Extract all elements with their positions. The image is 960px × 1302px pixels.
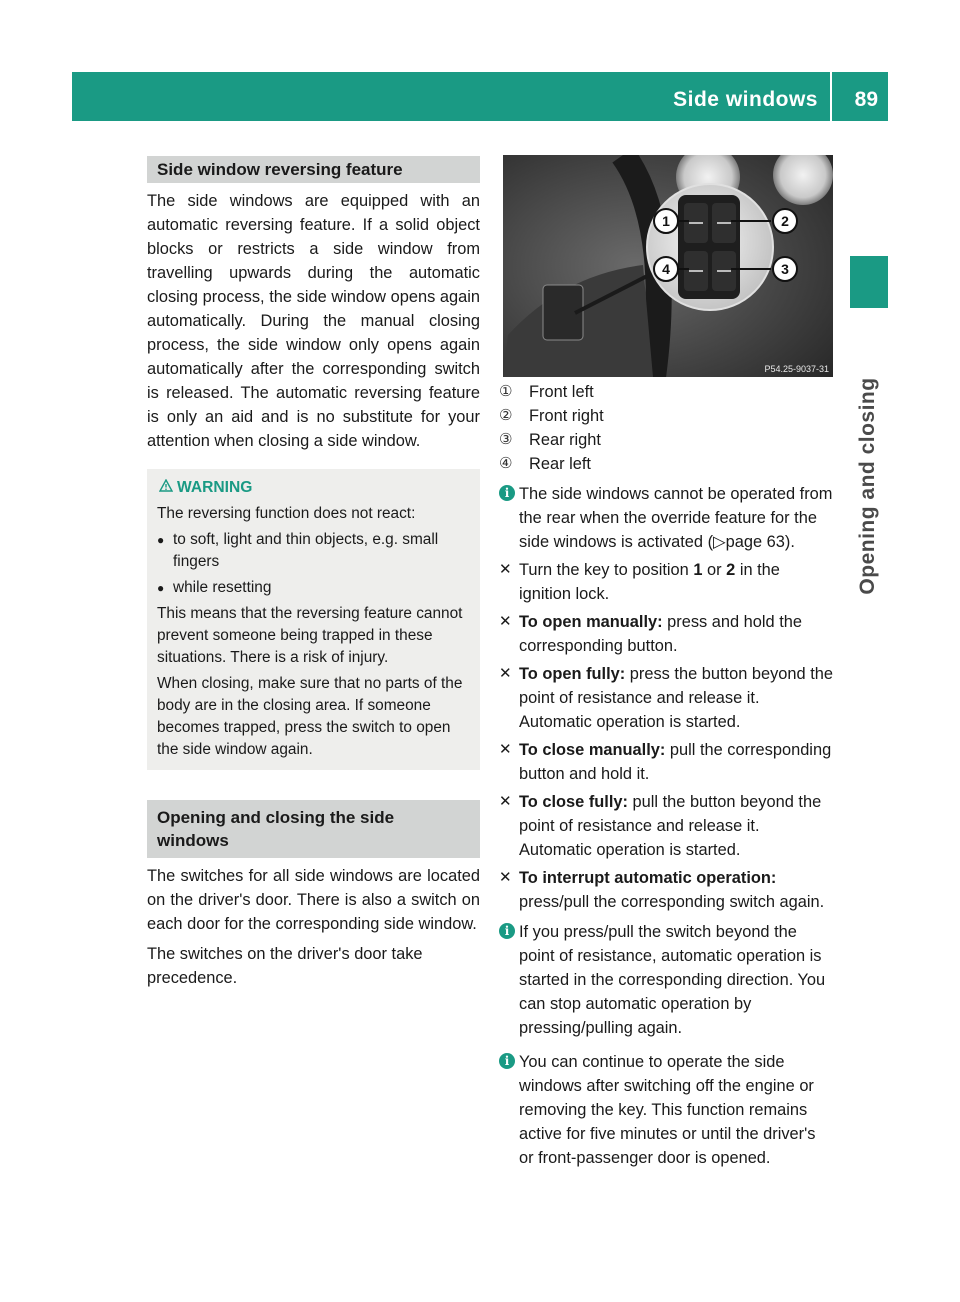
key-position: 2 [726,561,736,579]
chapter-tab-label: Opening and closing [856,377,879,595]
legend-number: ② [499,407,513,424]
step-text: Turn the key to position [519,561,694,579]
warning-bullet-text: while resetting [173,579,272,596]
step-text: press the button beyond the point of resistance and release it. Automatic operation is started. [519,665,833,731]
step-label: To open manually: [519,613,663,631]
bullet-marker-icon: ● [157,581,165,595]
warning-title: WARNING [177,479,253,496]
step-open-manually [499,610,834,658]
step-text: pull the button beyond the point of resistance and release it. Automatic operation is started. [519,793,822,859]
step-label: To close fully: [519,793,628,811]
legend-label: Front right [529,407,604,425]
bullet-marker-icon: ● [157,533,165,547]
page-ref-arrow-icon: ▷ [713,533,726,551]
warning-triangle-icon [159,477,177,499]
step-interrupt [499,866,834,914]
page-number: 89 [854,88,878,111]
step-label: To open fully: [519,665,626,683]
header-divider [830,72,832,121]
right-column [499,380,834,1170]
step-text: press/pull the corresponding switch again. [519,893,825,911]
section-heading-reversing: Side window reversing feature [147,156,480,183]
legend-label: Rear left [529,455,591,473]
warning-heading [157,477,470,499]
warning-bullet-text: to soft, light and thin objects, e.g. small fingers [173,531,439,570]
legend-number: ④ [499,455,513,472]
step-close-fully [499,790,834,862]
section-heading-opening: Opening and closing the side windows [147,800,480,858]
warning-p1: This means that the reversing feature cannot prevent someone being trapped in these situations. There is a risk of injury. [157,605,463,666]
step-text: or [702,561,727,579]
callout-1 [654,209,678,233]
info-icon: i [499,1053,515,1069]
legend-item [499,404,834,428]
info-text: The side windows cannot be operated from the rear when the override feature for the side windows is activated ( [519,485,833,551]
warning-p2: When closing, make sure that no parts of the body are in the closing area. If someone becomes trapped, press the switch to open the side window again. [157,675,463,758]
info-press-pull-note [499,920,834,1040]
svg-text:2: 2 [781,213,789,229]
opening-p1: The switches for all side windows are located on the driver's door. There is also a switch on each door for the corresponding side window. [147,867,480,933]
warning-intro: The reversing function does not react: [157,505,416,522]
step-close-manually [499,738,834,786]
info-icon: i [499,923,515,939]
info-icon: i [499,485,515,501]
reversing-body: The side windows are equipped with an automatic reversing feature. If a solid object blocks or restricts a side window from travelling upwards during the automatic closing process, the side window opens again automatically. During the manual closing process, the side window only opens again automatically after the corresponding switch is released. The automatic reversing feature is only an aid and is no substitute for your attention when closing a side window. [147,192,480,450]
step-marker-icon: ✕ [499,793,512,810]
left-column [147,156,480,996]
legend-number: ① [499,383,513,400]
step-marker-icon: ✕ [499,561,512,578]
legend-item [499,380,834,404]
chapter-tab [848,316,888,656]
info-text: You can continue to operate the side windows after switching off the engine or removing the key. This function remains active for five minutes or until the driver's or front-passenger door is opened. [519,1053,816,1167]
step-label: To interrupt automatic operation: [519,869,777,887]
legend-item [499,452,834,476]
step-turn-key [499,558,834,606]
info-text: If you press/pull the switch beyond the point of resistance, automatic operation is started in the corresponding direction. You can stop automatic operation by pressing/pulling again. [519,923,826,1037]
info-after-engine-off-note [499,1050,834,1170]
step-label: To close manually: [519,741,666,759]
step-text: pull the corresponding button and hold it. [519,741,832,783]
callout-2 [773,209,797,233]
svg-text:3: 3 [781,261,789,277]
legend-label: Front left [529,383,594,401]
step-open-fully [499,662,834,734]
window-switch-figure [503,155,833,377]
chapter-tab-marker [850,256,888,308]
legend-label: Rear right [529,431,601,449]
step-text: in the ignition lock. [519,561,780,603]
callout-4 [654,257,678,281]
warning-bullet [157,577,470,599]
warning-bullet [157,529,470,573]
info-text-end: ). [784,533,795,551]
info-override-note [499,482,834,554]
step-marker-icon: ✕ [499,741,512,758]
step-marker-icon: ✕ [499,665,512,682]
opening-p2: The switches on the driver's door take precedence. [147,945,423,987]
page-reference-link[interactable]: page 63 [725,533,785,551]
key-position: 1 [693,561,703,579]
svg-text:1: 1 [662,213,670,229]
step-marker-icon: ✕ [499,869,512,886]
figure-code: P54.25-9037-31 [764,364,829,374]
legend-number: ③ [499,431,513,448]
header-bar [72,72,888,121]
step-marker-icon: ✕ [499,613,512,630]
page-title: Side windows [673,88,818,111]
svg-text:4: 4 [662,261,670,277]
callout-3 [773,257,797,281]
step-text: press and hold the corresponding button. [519,613,802,655]
warning-box [147,469,480,770]
legend-item [499,428,834,452]
